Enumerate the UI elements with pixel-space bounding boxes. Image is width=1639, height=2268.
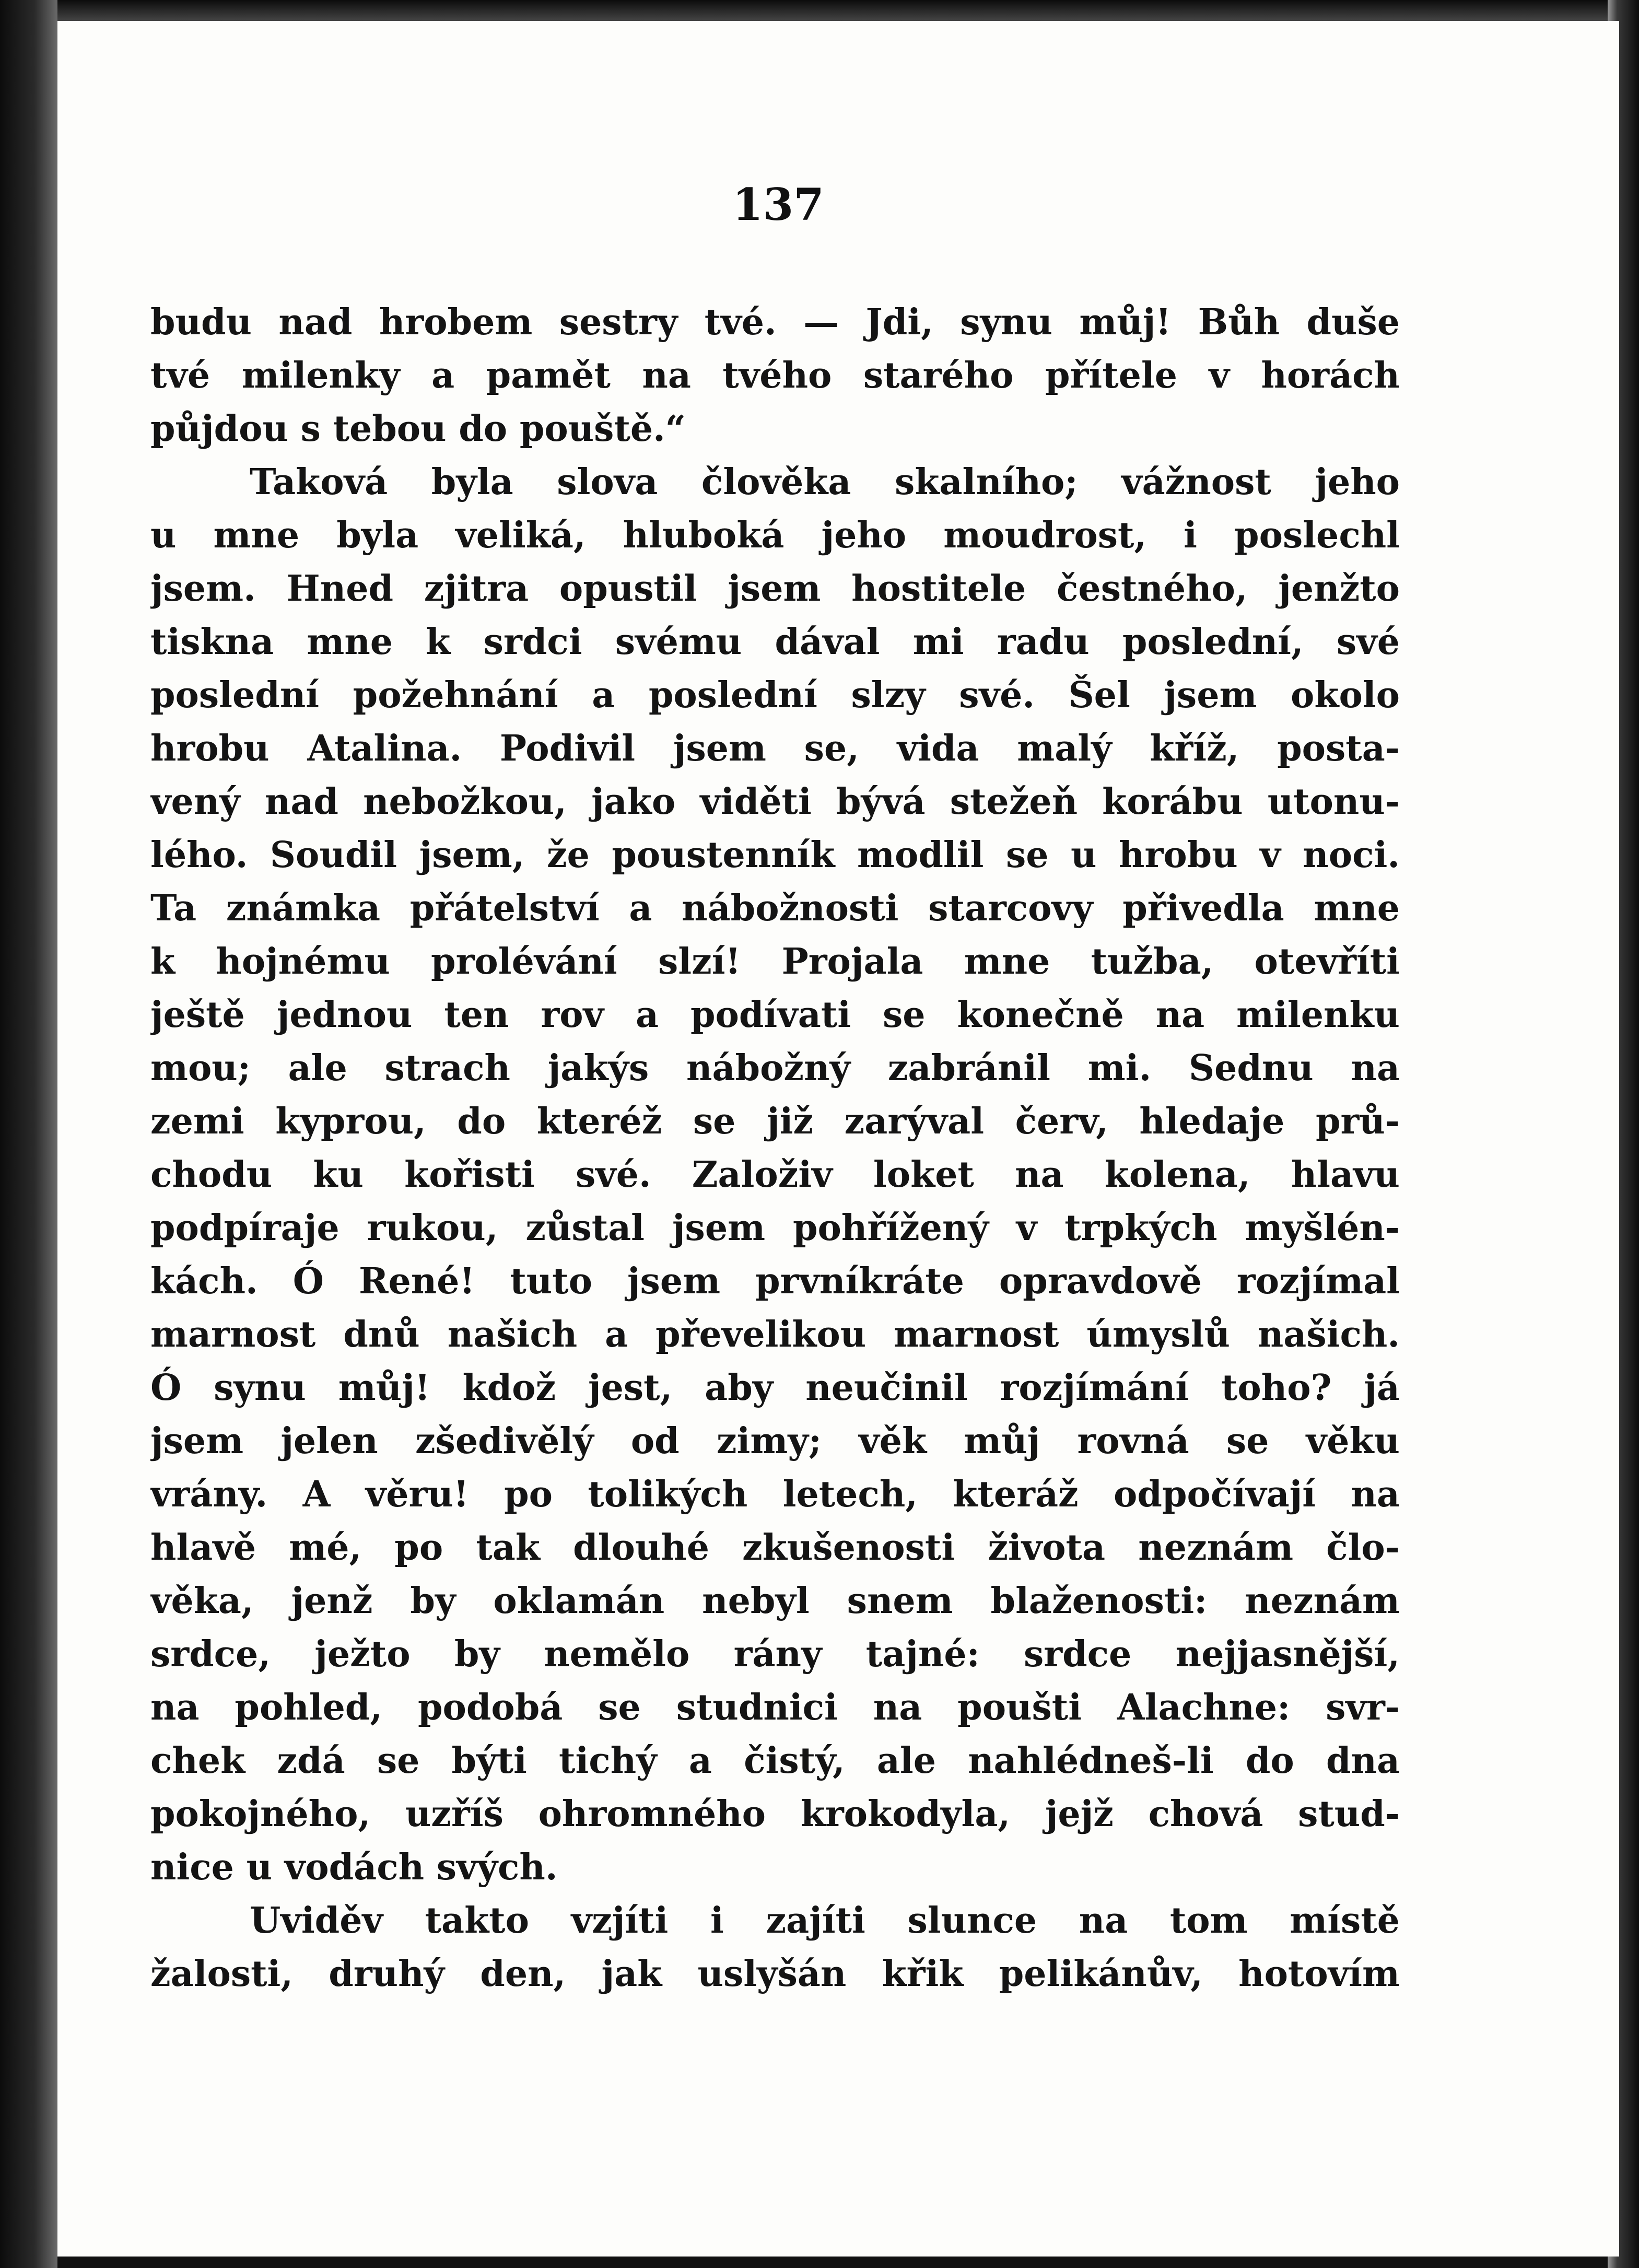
text-line: Ta známka přátelství a nábožnosti starcovy přivedla mne (150, 887, 1400, 929)
text-line: Taková byla slova člověka skalního; vážnost jeho (250, 461, 1400, 503)
text-line: chek zdá se býti tichý a čistý, ale nahlédneš-li do dna (150, 1740, 1400, 1782)
text-line: hlavě mé, po tak dlouhé zkušenosti života neznám člo- (150, 1527, 1400, 1569)
body-text (150, 296, 1400, 2001)
text-line: k hojnému prolévání slzí! Projala mne tužba, otevříti (150, 941, 1400, 983)
text-line: budu nad hrobem sestry tvé. — Jdi, synu můj! Bůh duše (150, 301, 1400, 343)
text-line: hrobu Atalina. Podivil jsem se, vida malý kříž, posta- (150, 728, 1400, 769)
text-line: nice u vodách svých. (150, 1846, 558, 1888)
text-line: Uviděv takto vzjíti i zajíti slunce na tom místě (250, 1900, 1400, 1942)
text-line: na pohled, podobá se studnici na poušti Alachne: svr- (150, 1687, 1400, 1728)
text-line: žalosti, druhý den, jak uslyšán křik pelikánův, hotovím (150, 1953, 1400, 1995)
text-line: jsem jelen zšedivělý od zimy; věk můj rovná se věku (150, 1420, 1400, 1462)
text-line: tvé milenky a pamět na tvého starého přítele v horách (150, 355, 1400, 396)
text-line: věka, jenž by oklamán nebyl snem blaženosti: neznám (150, 1580, 1400, 1622)
text-line: vrány. A věru! po tolikých letech, kteráž odpočívají na (150, 1474, 1400, 1515)
text-line: Ó synu můj! kdož jest, aby neučinil rozjímání toho? já (150, 1367, 1400, 1409)
text-line: půjdou s tebou do pouště.“ (150, 408, 686, 450)
text-line: tiskna mne k srdci svému dával mi radu poslední, své (150, 621, 1400, 663)
text-line: u mne byla veliká, hluboká jeho moudrost, i poslechl (150, 515, 1400, 556)
text-line: podpíraje rukou, zůstal jsem pohřížený v trpkých myšlén- (150, 1207, 1400, 1249)
text-line: lého. Soudil jsem, že poustenník modlil se u hrobu v noci. (150, 834, 1400, 876)
text-line: mou; ale strach jakýs nábožný zabránil mi. Sednu na (150, 1047, 1400, 1089)
text-line: kách. Ó René! tuto jsem prvníkráte opravdově rozjímal (150, 1260, 1400, 1302)
scan-left-edge (0, 0, 57, 2268)
text-line: jsem. Hned zjitra opustil jsem hostitele čestného, jenžto (150, 568, 1400, 610)
text-line: vený nad nebožkou, jako viděti bývá stežeň korábu utonu- (150, 781, 1400, 823)
text-line: chodu ku kořisti své. Založiv loket na kolena, hlavu (150, 1154, 1400, 1196)
text-line: zemi kyprou, do kteréž se již zarýval červ, hledaje prů- (150, 1101, 1400, 1142)
text-line: poslední požehnání a poslední slzy své. Šel jsem okolo (150, 674, 1400, 716)
scan-top-edge (0, 0, 1639, 21)
text-line: ještě jednou ten rov a podívati se konečně na milenku (150, 994, 1400, 1036)
text-line: marnost dnů našich a převelikou marnost úmyslů našich. (150, 1314, 1400, 1355)
text-line: pokojného, uzříš ohromného krokodyla, jejž chová stud- (150, 1793, 1400, 1835)
text-line: srdce, ježto by nemělo rány tajné: srdce nejjasnější, (150, 1633, 1400, 1675)
page-number: 137 (732, 179, 824, 230)
